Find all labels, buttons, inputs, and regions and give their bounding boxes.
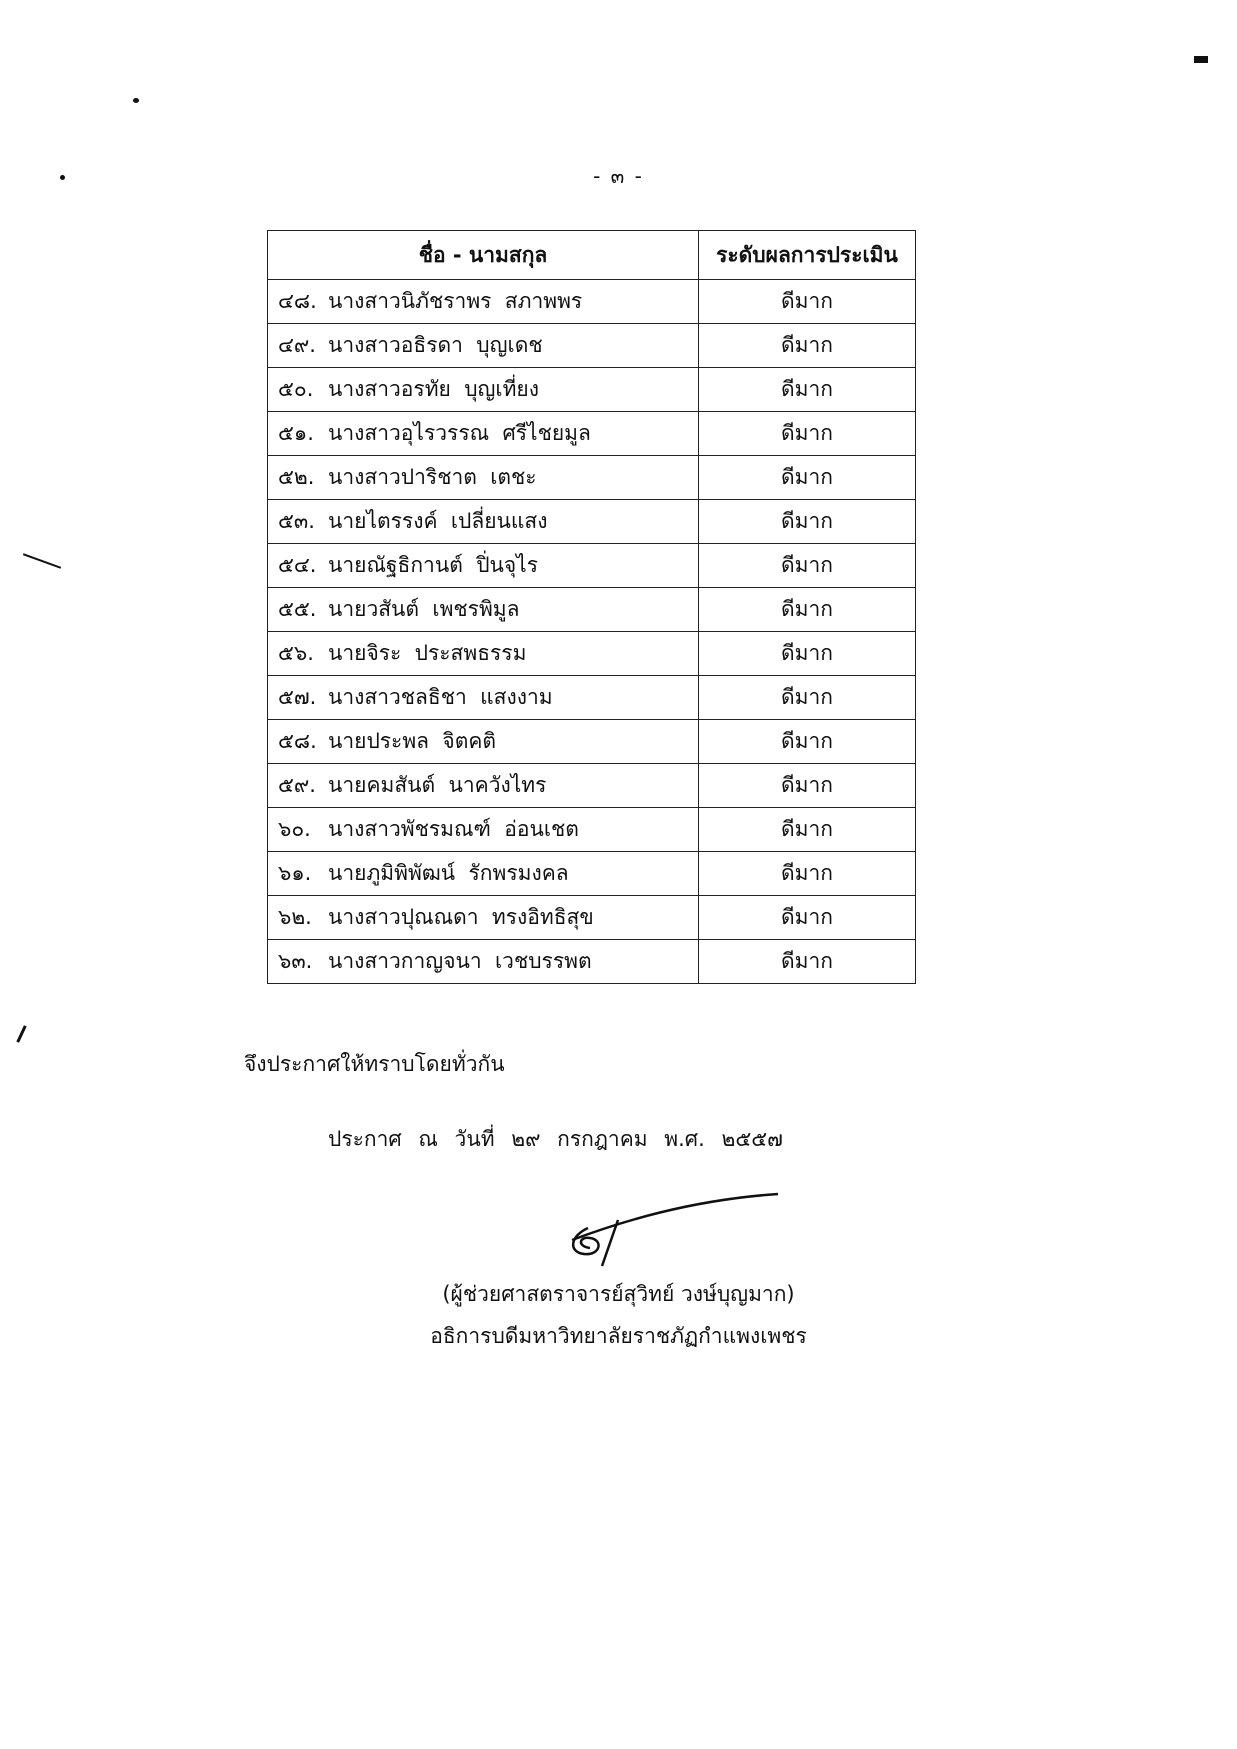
row-number: ๖๓. bbox=[278, 949, 313, 973]
person-name: นางสาวอรทัย บุญเที่ยง bbox=[328, 377, 539, 401]
name-cell bbox=[268, 632, 699, 676]
scan-mark bbox=[133, 98, 139, 103]
table-row bbox=[268, 368, 916, 412]
row-number: ๕๑. bbox=[278, 421, 314, 445]
person-name: นายคมสันต์ นาควังไทร bbox=[328, 773, 547, 797]
name-cell bbox=[268, 808, 699, 852]
name-cell bbox=[268, 368, 699, 412]
evaluation-table bbox=[267, 230, 916, 984]
level-cell: ดีมาก bbox=[699, 324, 916, 368]
name-cell bbox=[268, 764, 699, 808]
person-name: นางสาวปาริชาต เตชะ bbox=[328, 465, 537, 489]
name-cell bbox=[268, 412, 699, 456]
person-name: นายประพล จิตคติ bbox=[328, 729, 497, 753]
row-number: ๕๓. bbox=[278, 509, 315, 533]
level-cell: ดีมาก bbox=[699, 764, 916, 808]
level-cell: ดีมาก bbox=[699, 588, 916, 632]
person-name: นายภูมิพิพัฒน์ รักพรมงคล bbox=[328, 861, 569, 885]
person-name: นางสาวอธิรดา บุญเดช bbox=[328, 333, 543, 357]
level-cell: ดีมาก bbox=[699, 676, 916, 720]
row-number: ๔๙. bbox=[278, 333, 316, 357]
table-row bbox=[268, 500, 916, 544]
table-row bbox=[268, 456, 916, 500]
name-cell bbox=[268, 676, 699, 720]
date-line: ประกาศ ณ วันที่ ๒๙ กรกฎาคม พ.ศ. ๒๕๕๗ bbox=[328, 1127, 783, 1151]
person-name: นางสาวกาญจนา เวชบรรพต bbox=[328, 949, 592, 973]
person-name: นายจิระ ประสพธรรม bbox=[328, 641, 527, 665]
person-name: นายวสันต์ เพชรพิมูล bbox=[328, 597, 520, 621]
table-row bbox=[268, 632, 916, 676]
level-cell: ดีมาก bbox=[699, 500, 916, 544]
table-row bbox=[268, 676, 916, 720]
table-row bbox=[268, 720, 916, 764]
name-cell bbox=[268, 544, 699, 588]
table-row bbox=[268, 588, 916, 632]
level-cell: ดีมาก bbox=[699, 896, 916, 940]
row-number: ๕๕. bbox=[278, 597, 317, 621]
row-number: ๕๒. bbox=[278, 465, 315, 489]
person-name: นายณัฐธิกานต์ ปิ่นจุไร bbox=[328, 553, 539, 577]
level-cell: ดีมาก bbox=[699, 368, 916, 412]
name-cell bbox=[268, 456, 699, 500]
person-name: นางสาวอุไรวรรณ ศรีไชยมูล bbox=[328, 421, 591, 445]
header-level: ระดับผลการประเมิน bbox=[699, 231, 916, 280]
level-cell: ดีมาก bbox=[699, 412, 916, 456]
signature-image bbox=[560, 1180, 800, 1280]
row-number: ๕๐. bbox=[278, 377, 314, 401]
level-cell: ดีมาก bbox=[699, 808, 916, 852]
name-cell bbox=[268, 324, 699, 368]
level-cell: ดีมาก bbox=[699, 852, 916, 896]
table-row bbox=[268, 852, 916, 896]
table-row bbox=[268, 412, 916, 456]
scan-mark bbox=[60, 175, 65, 180]
table-row bbox=[268, 808, 916, 852]
row-number: ๕๙. bbox=[278, 773, 316, 797]
level-cell: ดีมาก bbox=[699, 456, 916, 500]
table-row bbox=[268, 896, 916, 940]
signatory-name: (ผู้ช่วยศาสตราจารย์สุวิทย์ วงษ์บุญมาก) bbox=[442, 1282, 795, 1306]
table-body bbox=[268, 280, 916, 984]
name-cell bbox=[268, 940, 699, 984]
table-row bbox=[268, 324, 916, 368]
name-cell bbox=[268, 280, 699, 324]
person-name: นางสาวพัชรมณฑ์ อ่อนเชต bbox=[328, 817, 579, 841]
level-cell: ดีมาก bbox=[699, 544, 916, 588]
person-name: นางสาวปุณณดา ทรงอิทธิสุข bbox=[328, 905, 594, 929]
header-name: ชื่อ - นามสกุล bbox=[268, 231, 699, 280]
level-cell: ดีมาก bbox=[699, 940, 916, 984]
row-number: ๖๑. bbox=[278, 861, 312, 885]
table-row bbox=[268, 280, 916, 324]
person-name: นางสาวชลธิชา แสงงาม bbox=[328, 685, 553, 709]
row-number: ๖๐. bbox=[278, 817, 311, 841]
name-cell bbox=[268, 500, 699, 544]
row-number: ๕๗. bbox=[278, 685, 317, 709]
row-number: ๖๒. bbox=[278, 905, 312, 929]
person-name: นางสาวนิภัชราพร สภาพพร bbox=[328, 289, 583, 313]
person-name: นายไตรรงค์ เปลี่ยนแสง bbox=[328, 509, 548, 533]
closing-text: จึงประกาศให้ทราบโดยทั่วกัน bbox=[244, 1052, 505, 1076]
level-cell: ดีมาก bbox=[699, 632, 916, 676]
table-row bbox=[268, 940, 916, 984]
name-cell bbox=[268, 852, 699, 896]
name-cell bbox=[268, 588, 699, 632]
table-row bbox=[268, 544, 916, 588]
row-number: ๕๖. bbox=[278, 641, 314, 665]
scan-mark bbox=[1194, 56, 1208, 63]
scan-mark bbox=[23, 553, 61, 569]
table-row bbox=[268, 764, 916, 808]
level-cell: ดีมาก bbox=[699, 280, 916, 324]
name-cell bbox=[268, 720, 699, 764]
name-cell bbox=[268, 896, 699, 940]
signatory-title: อธิการบดีมหาวิทยาลัยราชภัฏกำแพงเพชร bbox=[430, 1324, 807, 1348]
level-cell: ดีมาก bbox=[699, 720, 916, 764]
page-number: - ๓ - bbox=[593, 164, 644, 188]
row-number: ๕๔. bbox=[278, 553, 317, 577]
scan-mark bbox=[16, 1025, 26, 1043]
table-header-row bbox=[268, 231, 916, 280]
row-number: ๕๘. bbox=[278, 729, 317, 753]
row-number: ๔๘. bbox=[278, 289, 317, 313]
